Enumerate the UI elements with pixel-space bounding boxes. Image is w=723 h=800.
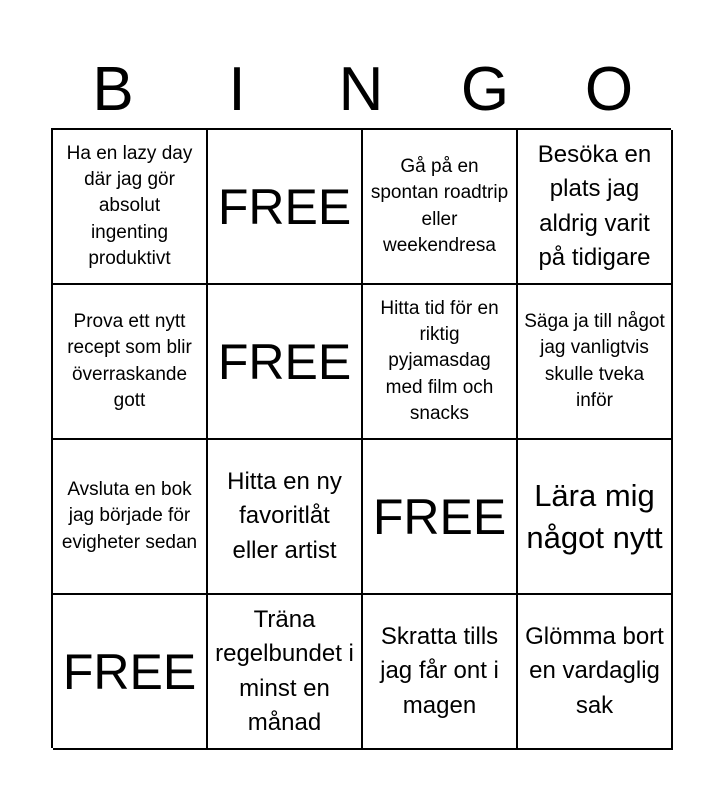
bingo-cell-free[interactable] [208, 285, 363, 440]
bingo-board [51, 128, 671, 748]
bingo-cell[interactable] [208, 440, 363, 595]
bingo-cell[interactable] [518, 130, 673, 285]
bingo-cell[interactable] [518, 440, 673, 595]
bingo-cell[interactable] [53, 285, 208, 440]
bingo-cell[interactable] [53, 440, 208, 595]
bingo-cell-text: Ha en lazy day där jag gör absolut ingenting produktivt [66, 142, 193, 269]
header-letter-b: B [92, 55, 134, 124]
header-letter-n: N [338, 55, 384, 124]
bingo-cell-text: Hitta en ny favoritlåt eller artist [227, 468, 342, 564]
bingo-header [51, 52, 671, 128]
bingo-cell[interactable] [518, 285, 673, 440]
bingo-cell-text: Träna regelbundet i minst en månad [215, 606, 354, 736]
bingo-cell-text: Avsluta en bok jag började för evigheter sedan [61, 479, 198, 553]
header-letter-g: G [460, 55, 510, 124]
bingo-cell-text: Glömma bort en vardaglig sak [525, 623, 664, 719]
bingo-cell[interactable] [363, 595, 518, 750]
bingo-cell-text: Skratta tills jag får ont i magen [380, 623, 499, 719]
bingo-cell-text: FREE [217, 178, 352, 235]
bingo-cell[interactable] [208, 595, 363, 750]
bingo-cell[interactable] [363, 285, 518, 440]
bingo-cell-text: FREE [62, 643, 197, 700]
bingo-cell-text: Gå på en spontan roadtrip eller weekendresa [370, 156, 509, 256]
bingo-cell[interactable] [363, 130, 518, 285]
bingo-cell[interactable] [53, 130, 208, 285]
bingo-cell-text: Lära mig något nytt [526, 477, 663, 555]
bingo-cell-free[interactable] [53, 595, 208, 750]
bingo-cell-free[interactable] [208, 130, 363, 285]
bingo-cell-free[interactable] [363, 440, 518, 595]
header-letter-o: O [584, 55, 634, 124]
bingo-cell-text: FREE [372, 488, 507, 545]
bingo-cell-text: FREE [217, 333, 352, 390]
bingo-cell-text: Hitta tid för en riktig pyjamasdag med film och snacks [380, 297, 499, 424]
bingo-cell[interactable] [518, 595, 673, 750]
bingo-cell-text: Säga ja till något jag vanligtvis skulle tveka inför [524, 311, 665, 411]
bingo-cell-text: Besöka en plats jag aldrig varit på tidigare [537, 141, 652, 271]
bingo-cell-text: Prova ett nytt recept som blir överraskande gott [67, 311, 192, 411]
header-letter-i: I [228, 55, 246, 124]
